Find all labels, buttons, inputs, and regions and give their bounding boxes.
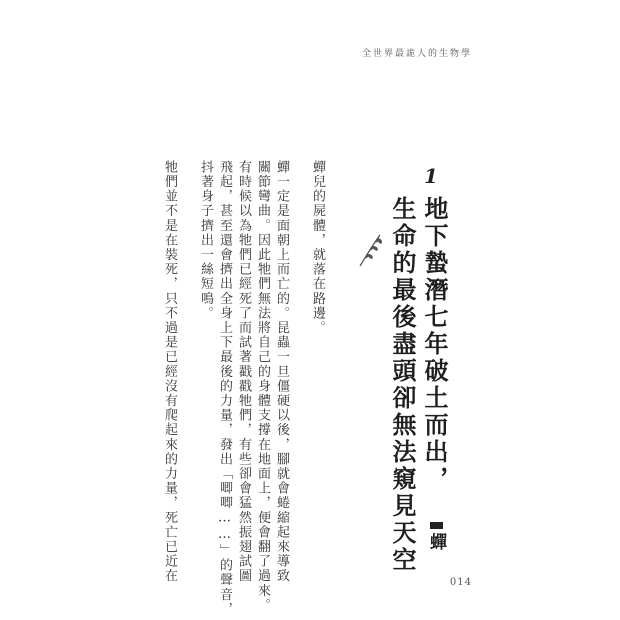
- running-header: 全世界最詭人的生物學: [361, 49, 472, 59]
- chapter-title-line-1: 地下蟄潛七年破土而出，: [420, 196, 449, 493]
- subject-dash: [430, 522, 443, 529]
- chapter-number: 1: [424, 164, 438, 188]
- body-column: 抖著身子擠出一絲短鳴。: [198, 160, 213, 321]
- chapter-subject: 蟬: [426, 533, 446, 550]
- body-column: 關節彎曲。因此牠們無法將自己的身體支撐在地面上，便會翻了過來。: [255, 160, 270, 613]
- body-column: 牠們並不是在裝死，只不過是已經沒有爬起來的力量，死亡已近在: [162, 160, 177, 584]
- body-column: 蟬兒的屍體，就落在路邊。: [310, 160, 325, 336]
- book-page: [160, 36, 500, 617]
- chapter-title-line-2: 生命的最後盡頭卻無法窺見天空: [388, 196, 417, 574]
- body-column: 有時候以為牠們已經死了而試著戳戳牠們，有些卻會猛然振翅試圖: [236, 160, 251, 584]
- body-column: 蟬一定是面朝上而亡的。昆蟲一旦僵硬以後，腳就會蜷縮起來導致: [274, 160, 289, 584]
- leaf-icon: [356, 232, 384, 268]
- body-column: 飛起，甚至還會擠出全身上下最後的力量，發出「唧唧……」的聲音，: [217, 160, 232, 617]
- page-number: 014: [449, 577, 472, 588]
